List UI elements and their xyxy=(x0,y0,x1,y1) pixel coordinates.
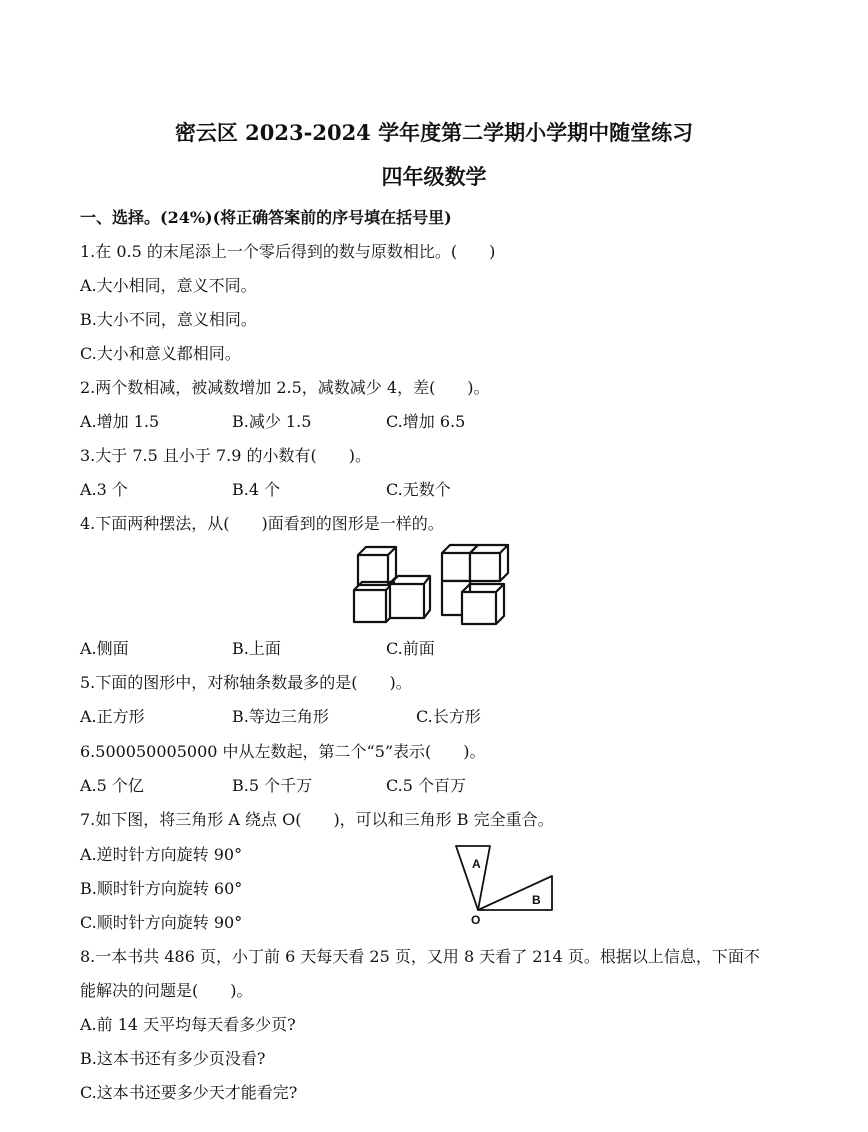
question-5-stem: 5.下面的图形中，对称轴条数最多的是( )。 xyxy=(80,673,412,692)
question-4-option-c: C.前面 xyxy=(386,639,435,658)
cube-left-bottom xyxy=(354,582,394,622)
page-title: 密云区 2023-2024 学年度第二学期小学期中随堂练习 xyxy=(174,120,694,145)
question-7-option-c: C.顺时针方向旋转 90° xyxy=(80,913,243,932)
question-2-stem: 2.两个数相减，被减数增加 2.5，减数减少 4，差( )。 xyxy=(80,378,490,397)
question-7-option-b: B.顺时针方向旋转 60° xyxy=(80,879,243,898)
question-1-option-c: C.大小和意义都相同。 xyxy=(80,344,241,363)
question-2-option-c: C.增加 6.5 xyxy=(386,412,466,431)
triangle-b-label: B xyxy=(532,893,541,907)
cube-right-top-right xyxy=(470,545,508,581)
question-4-option-a: A.侧面 xyxy=(80,639,129,658)
rotation-triangles-figure xyxy=(448,842,558,926)
question-1-option-a: A.大小相同，意义不同。 xyxy=(80,276,257,295)
question-8-option-a: A.前 14 天平均每天看多少页? xyxy=(80,1015,296,1034)
question-4-option-b: B.上面 xyxy=(232,639,281,658)
question-8-stem-line-1: 8.一本书共 486 页，小丁前 6 天每天看 25 页，又用 8 天看了 214 页。根据以上信息，下面不 xyxy=(80,947,760,966)
question-1-stem: 1.在 0.5 的末尾添上一个零后得到的数与原数相比。( ) xyxy=(80,242,496,261)
point-o-label: O xyxy=(471,913,481,926)
question-6-option-b: B.5 个千万 xyxy=(232,776,313,795)
question-7-stem: 7.如下图，将三角形 A 绕点 O( )，可以和三角形 B 完全重合。 xyxy=(80,810,554,829)
question-3-option-a: A.3 个 xyxy=(80,480,128,499)
question-2-option-b: B.减少 1.5 xyxy=(232,412,312,431)
triangle-a xyxy=(456,846,490,910)
section-heading: 一、选择。(24%)(将正确答案前的序号填在括号里) xyxy=(80,208,452,227)
cube-left-right xyxy=(390,576,430,618)
question-5-option-a: A.正方形 xyxy=(80,707,145,726)
question-3-stem: 3.大于 7.5 且小于 7.9 的小数有( )。 xyxy=(80,446,371,465)
question-8-option-b: B.这本书还有多少页没看? xyxy=(80,1049,266,1068)
cube-arrangement-figure xyxy=(350,540,512,626)
question-6-option-c: C.5 个百万 xyxy=(386,776,467,795)
question-8-option-c: C.这本书还要多少天才能看完? xyxy=(80,1083,298,1102)
triangle-a-label: A xyxy=(472,857,481,871)
question-6-option-a: A.5 个亿 xyxy=(80,776,144,795)
question-8-stem-line-2: 能解决的问题是( )。 xyxy=(80,981,253,1000)
question-2-option-a: A.增加 1.5 xyxy=(80,412,160,431)
triangle-b xyxy=(478,876,552,910)
question-5-option-c: C.长方形 xyxy=(416,707,481,726)
question-7-option-a: A.逆时针方向旋转 90° xyxy=(80,845,243,864)
page-subtitle: 四年级数学 xyxy=(381,164,487,189)
question-3-option-c: C.无数个 xyxy=(386,480,451,499)
question-5-option-b: B.等边三角形 xyxy=(232,707,329,726)
question-6-stem: 6.500050005000 中从左数起，第二个“5”表示( )。 xyxy=(80,742,486,761)
question-4-stem: 4.下面两种摆法，从( )面看到的图形是一样的。 xyxy=(80,514,444,533)
question-3-option-b: B.4 个 xyxy=(232,480,281,499)
cube-left-top xyxy=(358,547,396,585)
question-1-option-b: B.大小不同，意义相同。 xyxy=(80,310,257,329)
